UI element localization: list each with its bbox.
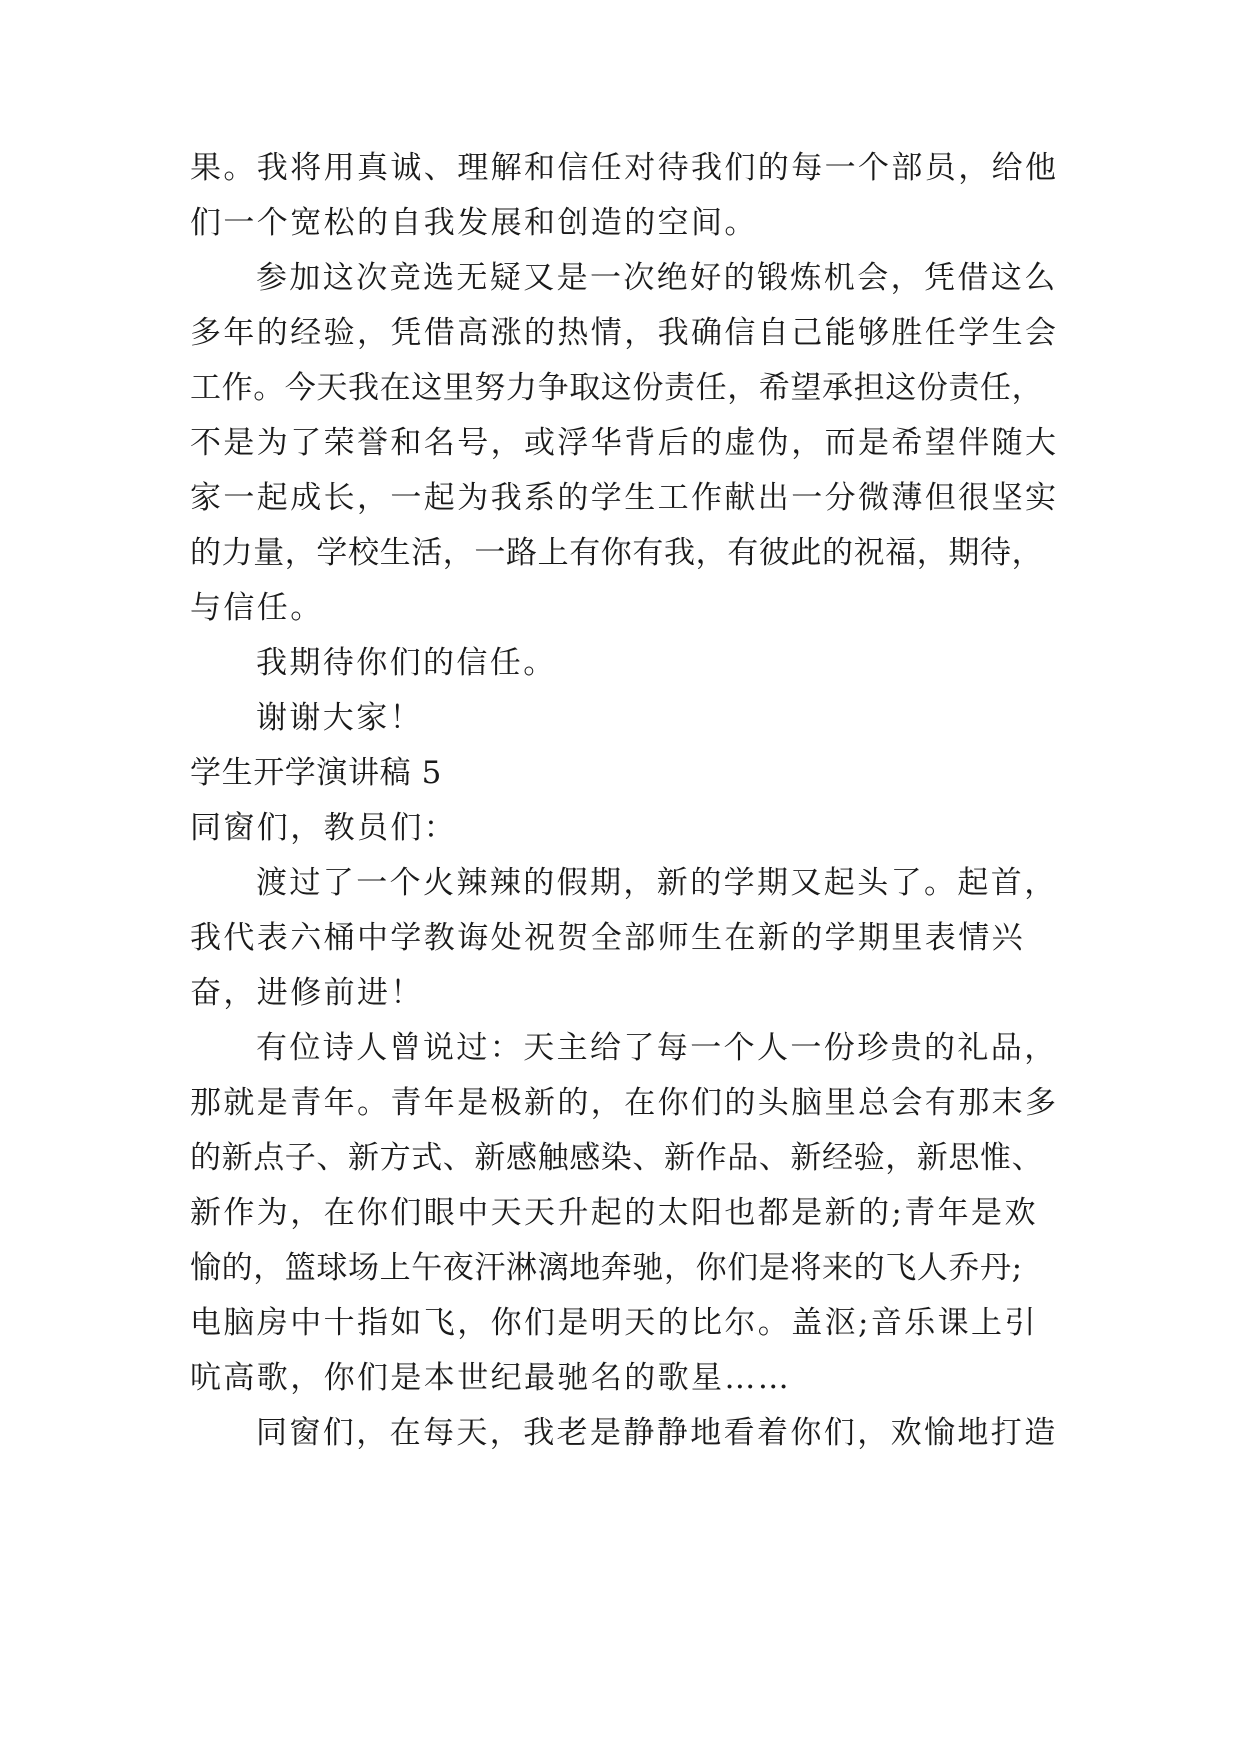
paragraph-expect-trust: 我期待你们的信任。: [256, 645, 557, 681]
text-line-8: 的力量，学校生活，一路上有你有我，有彼此的祝福，期待，: [190, 535, 1044, 571]
paragraph-new-term: 渡过了一个火辣辣的假期，新的学期又起头了。起首，: [256, 865, 1058, 901]
text-line-4: 多年的经验，凭借高涨的热情，我确信自己能够胜任学生会: [190, 315, 1059, 351]
text-line-19: 的新点子、新方式、新感触感染、新作品、新经验，新思惟、: [190, 1140, 1044, 1176]
text-line-9: 与信任。: [190, 590, 324, 626]
paragraph-thanks: 谢谢大家！: [256, 700, 423, 736]
text-line-18: 那就是青年。青年是极新的，在你们的头脑里总会有那末多: [190, 1085, 1059, 1121]
salutation: 同窗们，教员们：: [190, 810, 458, 846]
paragraph-classmates: 同窗们，在每天，我老是静静地看着你们，欢愉地打造: [256, 1415, 1058, 1451]
paragraph-election-start: 参加这次竞选无疑又是一次绝好的锻炼机会，凭借这么: [256, 260, 1058, 296]
text-line-15: 我代表六桶中学教诲处祝贺全部师生在新的学期里表情兴: [190, 920, 1025, 956]
text-line-1: 果。我将用真诚、理解和信任对待我们的每一个部员，给他: [190, 150, 1059, 186]
text-line-6: 不是为了荣誉和名号，或浮华背后的虚伪，而是希望伴随大: [190, 425, 1059, 461]
text-line-7: 家一起成长，一起为我系的学生工作献出一分微薄但很坚实: [190, 480, 1059, 516]
text-line-23: 吭高歌，你们是本世纪最驰名的歌星……: [190, 1360, 792, 1396]
paragraph-poet: 有位诗人曾说过：天主给了每一个人一份珍贵的礼品，: [256, 1030, 1058, 1066]
text-line-16: 奋，进修前进！: [190, 975, 424, 1011]
text-line-5: 工作。今天我在这里努力争取这份责任，希望承担这份责任，: [190, 370, 1044, 406]
section-heading: 学生开学演讲稿 5: [190, 755, 442, 791]
text-line-22: 电脑房中十指如飞，你们是明天的比尔。盖沤;音乐课上引: [190, 1305, 1038, 1341]
text-line-2: 们一个宽松的自我发展和创造的空间。: [190, 205, 758, 241]
text-line-21: 愉的，篮球场上午夜汗淋漓地奔驰，你们是将来的飞人乔丹;: [190, 1250, 1023, 1286]
text-line-20: 新作为，在你们眼中天天升起的太阳也都是新的;青年是欢: [190, 1195, 1038, 1231]
